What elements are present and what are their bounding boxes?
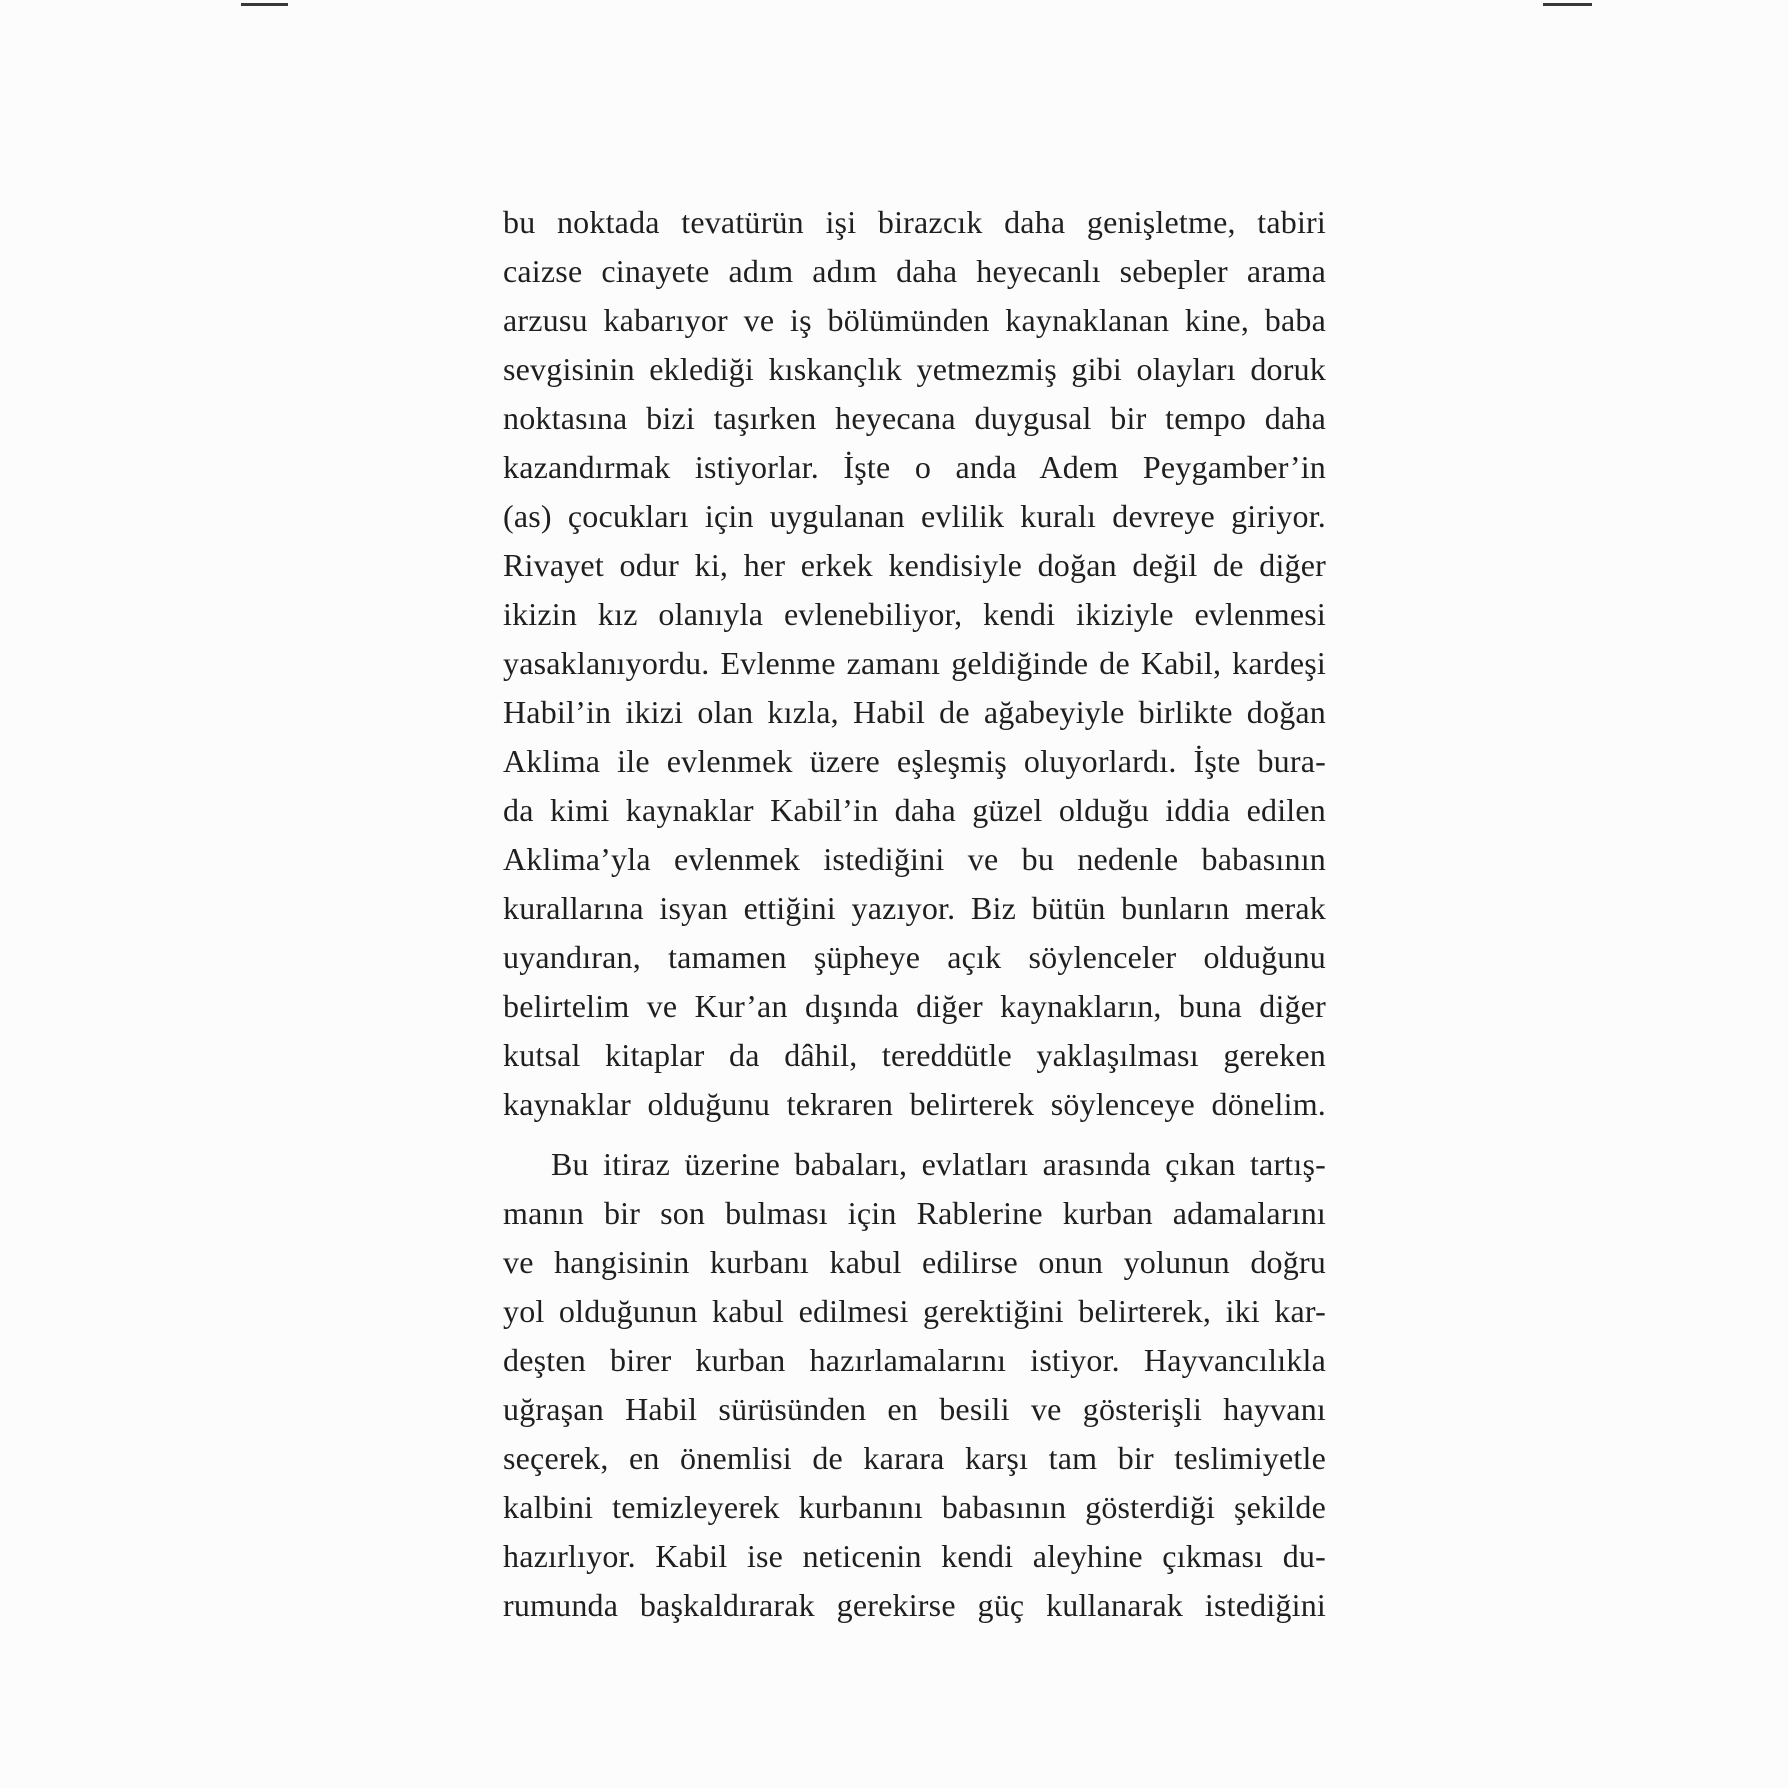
- text-line: hazırlıyor. Kabil ise neticenin kendi aleyhine çıkması du-: [503, 1538, 1326, 1574]
- text-line: noktasına bizi taşırken heyecana duygusal bir tempo daha: [503, 400, 1326, 436]
- paragraph-2: [503, 1140, 1326, 1630]
- text-line: rumunda başkaldırarak gerekirse güç kullanarak istediğini: [503, 1587, 1326, 1623]
- text-line: Bu itiraz üzerine babaları, evlatları arasında çıkan tartış-: [551, 1146, 1326, 1182]
- text-line: Rivayet odur ki, her erkek kendisiyle doğan değil de diğer: [503, 547, 1326, 583]
- text-line: bu noktada tevatürün işi birazcık daha genişletme, tabiri: [503, 204, 1326, 240]
- text-line: da kimi kaynaklar Kabil’in daha güzel olduğu iddia edilen: [503, 792, 1326, 828]
- text-line: yasaklanıyordu. Evlenme zamanı geldiğinde de Kabil, kardeşi: [503, 645, 1326, 681]
- text-line: caizse cinayete adım adım daha heyecanlı sebepler arama: [503, 253, 1326, 289]
- text-line: kazandırmak istiyorlar. İşte o anda Adem Peygamber’in: [503, 449, 1326, 485]
- text-line: uyandıran, tamamen şüpheye açık söylenceler olduğunu: [503, 939, 1326, 975]
- text-line: belirtelim ve Kur’an dışında diğer kaynakların, buna diğer: [503, 988, 1326, 1024]
- text-line: yol olduğunun kabul edilmesi gerektiğini belirterek, iki kar-: [503, 1293, 1326, 1329]
- text-line: sevgisinin eklediği kıskançlık yetmezmiş gibi olayları doruk: [503, 351, 1326, 387]
- text-line: kurallarına isyan ettiğini yazıyor. Biz bütün bunların merak: [503, 890, 1326, 926]
- text-line: (as) çocukları için uygulanan evlilik kuralı devreye giriyor.: [503, 498, 1326, 534]
- paragraph-1: [503, 198, 1326, 1129]
- text-line: kutsal kitaplar da dâhil, tereddütle yaklaşılması gereken: [503, 1037, 1326, 1073]
- text-line: arzusu kabarıyor ve iş bölümünden kaynaklanan kine, baba: [503, 302, 1326, 338]
- text-line: ikizin kız olanıyla evlenebiliyor, kendi ikiziyle evlenmesi: [503, 596, 1326, 632]
- text-line: seçerek, en önemlisi de karara karşı tam bir teslimiyetle: [503, 1440, 1326, 1476]
- top-left-mark: [241, 3, 288, 6]
- text-line: Aklima ile evlenmek üzere eşleşmiş oluyorlardı. İşte bura-: [503, 743, 1326, 779]
- top-right-mark: [1543, 3, 1592, 6]
- text-line: ve hangisinin kurbanı kabul edilirse onun yolunun doğru: [503, 1244, 1326, 1280]
- body-text: [503, 198, 1326, 1630]
- text-line: kalbini temizleyerek kurbanını babasının gösterdiği şekilde: [503, 1489, 1326, 1525]
- text-line: uğraşan Habil sürüsünden en besili ve gösterişli hayvanı: [503, 1391, 1326, 1427]
- text-line: kaynaklar olduğunu tekraren belirterek söylenceye dönelim.: [503, 1086, 1326, 1122]
- text-line: deşten birer kurban hazırlamalarını istiyor. Hayvancılıkla: [503, 1342, 1326, 1378]
- text-line: Aklima’yla evlenmek istediğini ve bu nedenle babasının: [503, 841, 1326, 877]
- text-line: manın bir son bulması için Rablerine kurban adamalarını: [503, 1195, 1326, 1231]
- text-line: Habil’in ikizi olan kızla, Habil de ağabeyiyle birlikte doğan: [503, 694, 1326, 730]
